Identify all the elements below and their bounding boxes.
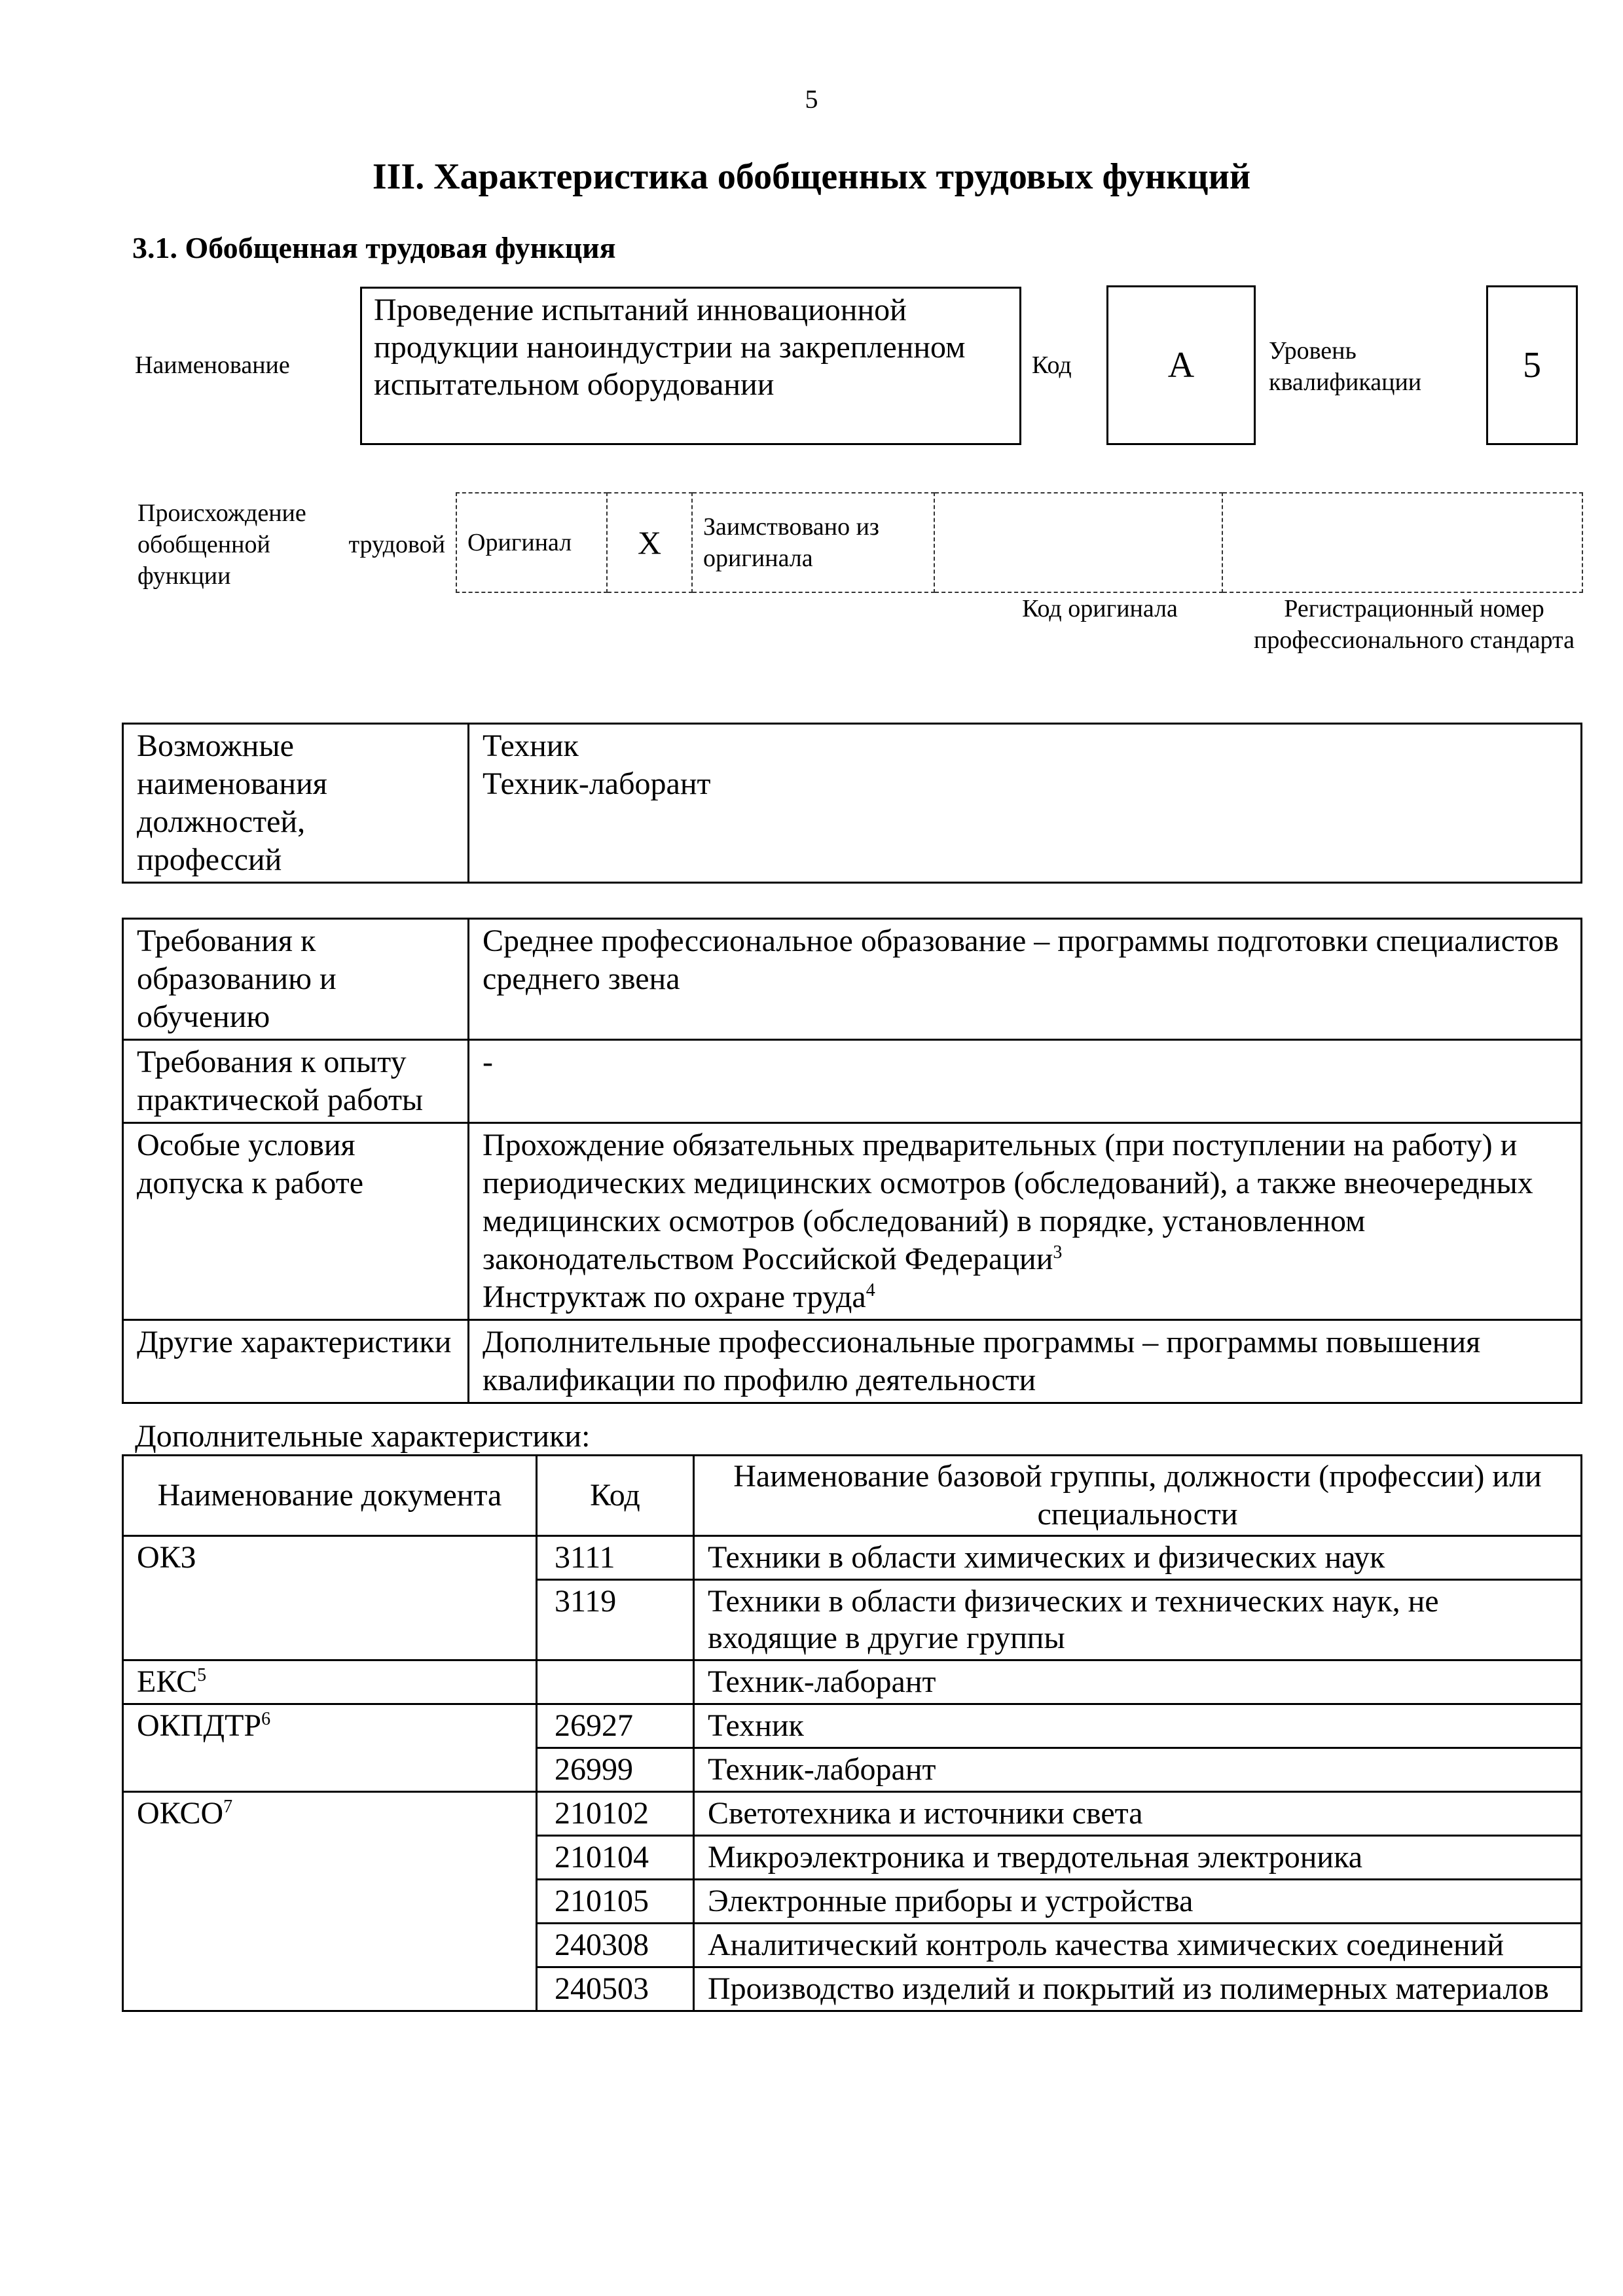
req-label: Особые условия допуска к работе xyxy=(123,1123,469,1320)
requirements-table xyxy=(122,918,1582,1404)
name-cell: Производство изделий и покрытий из полимерных материалов xyxy=(694,1967,1582,2011)
footnote-ref: 6 xyxy=(261,1709,271,1729)
req-value: Среднее профессиональное образование – программы подготовки специалистов среднего звена xyxy=(469,919,1582,1040)
footnote-ref: 4 xyxy=(866,1280,875,1300)
footnote-ref: 3 xyxy=(1053,1242,1063,1263)
additional-table xyxy=(122,1454,1582,2012)
level-value-box: 5 xyxy=(1486,285,1578,445)
doc-cell xyxy=(123,1704,537,1792)
name-cell: Светотехника и источники света xyxy=(694,1792,1582,1836)
name-cell: Аналитический контроль качества химических соединений xyxy=(694,1924,1582,1967)
position-item: Техник-лаборант xyxy=(483,766,711,801)
doc-cell: ОКЗ xyxy=(123,1536,537,1660)
positions-label: Возможные наименования должностей, профессий xyxy=(123,724,469,883)
original-code-cell xyxy=(934,493,1222,592)
name-cell: Техник-лаборант xyxy=(694,1748,1582,1792)
code-cell: 3119 xyxy=(537,1580,694,1660)
doc-name: ОКСО xyxy=(137,1796,224,1831)
name-cell: Микроэлектроника и твердотельная электроника xyxy=(694,1836,1582,1880)
name-cell: Техник xyxy=(694,1704,1582,1748)
origin-table xyxy=(456,492,1583,593)
name-label: Наименование xyxy=(135,351,290,379)
req-label: Другие характеристики xyxy=(123,1320,469,1403)
doc-name: ОКПДТР xyxy=(137,1708,262,1743)
code-value-box: А xyxy=(1106,285,1256,445)
req-value: - xyxy=(469,1040,1582,1123)
header-code: Код xyxy=(537,1456,694,1536)
req-label: Требования к опыту практической работы xyxy=(123,1040,469,1123)
doc-cell xyxy=(123,1792,537,2011)
header-name: Наименование базовой группы, должности (профессии) или специальности xyxy=(694,1456,1582,1536)
code-cell: 3111 xyxy=(537,1536,694,1580)
name-cell: Техники в области физических и технических наук, не входящие в другие группы xyxy=(694,1580,1582,1660)
section-title: 3.1. Обобщенная трудовая функция xyxy=(132,231,616,264)
position-item: Техник xyxy=(483,728,579,763)
main-title: III. Характеристика обобщенных трудовых функций xyxy=(372,156,1251,197)
code-cell: 210105 xyxy=(537,1880,694,1924)
level-label: Уровень квалификации xyxy=(1269,337,1422,396)
original-label: Оригинал xyxy=(456,493,607,592)
origin-label: Происхождение обобщенной трудовой функции xyxy=(137,499,445,590)
name-cell: Техник-лаборант xyxy=(694,1660,1582,1704)
header-doc: Наименование документа xyxy=(123,1456,537,1536)
code-cell: 26999 xyxy=(537,1748,694,1792)
footnote-ref: 7 xyxy=(223,1797,233,1817)
original-code-caption: Код оригинала xyxy=(1022,595,1178,622)
reg-number-cell xyxy=(1222,493,1582,592)
doc-name: ЕКС xyxy=(137,1664,198,1699)
code-cell: 210104 xyxy=(537,1836,694,1880)
doc-cell xyxy=(123,1660,537,1704)
code-label: Код xyxy=(1032,351,1072,379)
reg-number-caption: Регистрационный номер профессионального стандарта xyxy=(1254,595,1575,654)
code-cell: 240308 xyxy=(537,1924,694,1967)
req-value-text: Прохождение обязательных предварительных (при поступлении на работу) и периодических медицинских осмотров (обследований), а также внеочередных медицинских осмотров (обследований) в порядке, установленном законодательством Российской Федерации xyxy=(483,1128,1533,1276)
code-cell: 240503 xyxy=(537,1967,694,2011)
function-name-box: Проведение испытаний инновационной продукции наноиндустрии на закрепленном испытательном оборудовании xyxy=(360,287,1021,445)
original-mark: X xyxy=(607,493,692,592)
additional-title: Дополнительные характеристики: xyxy=(135,1419,591,1454)
positions-table xyxy=(122,723,1582,884)
borrowed-label: Заимствовано из оригинала xyxy=(692,493,934,592)
req-label: Требования к образованию и обучению xyxy=(123,919,469,1040)
page-number: 5 xyxy=(805,84,818,114)
footnote-ref: 5 xyxy=(197,1665,207,1685)
name-cell: Техники в области химических и физических наук xyxy=(694,1536,1582,1580)
code-cell xyxy=(537,1660,694,1704)
positions-values xyxy=(469,724,1582,883)
code-cell: 26927 xyxy=(537,1704,694,1748)
req-value xyxy=(469,1123,1582,1320)
req-value-text: Инструктаж по охране труда xyxy=(483,1280,866,1314)
req-value: Дополнительные профессиональные программы – программы повышения квалификации по профилю деятельности xyxy=(469,1320,1582,1403)
name-cell: Электронные приборы и устройства xyxy=(694,1880,1582,1924)
code-cell: 210102 xyxy=(537,1792,694,1836)
